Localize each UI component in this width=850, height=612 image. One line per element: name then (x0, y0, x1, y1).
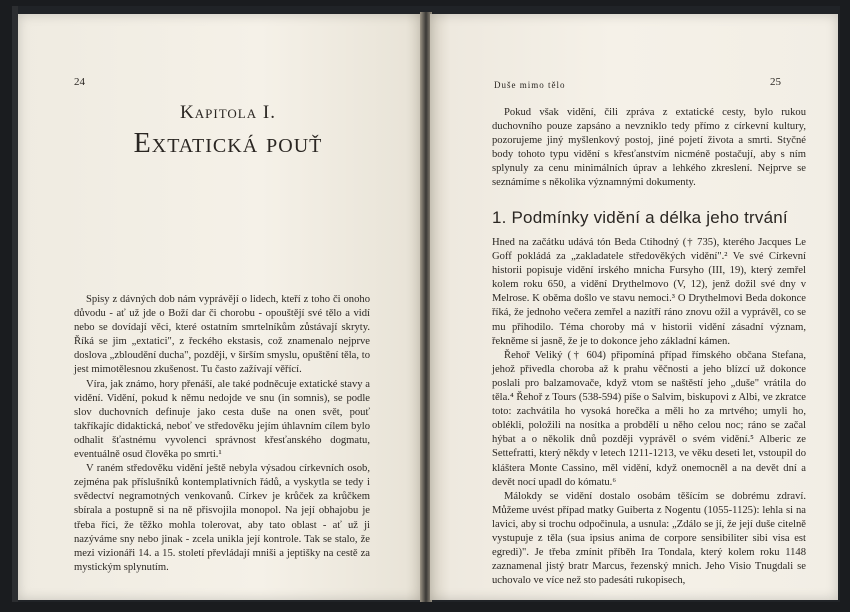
right-body-text (492, 236, 806, 588)
paragraph: Spisy z dávných dob nám vyprávějí o lidech, kteří z toho či onoho důvodu - ať už jde o Boží dar či chorobu - opouštějí své tělo a vidí nebo se dovídají věci, které ostatním smrtelníkům zůstávají skryty. Říká se jim „extatici", z řeckého ekstasis, což znamenalo nejprve doslova „zbloudění ducha", později, v širším smyslu, opuštění těla, to jest mimotělesnou zkušenost. Tu často zažívají věřící. (74, 294, 370, 376)
paragraph: Pokud však vidění, čili zpráva z extatické cesty, bylo rukou duchovního pouze zapsáno a nevzniklo tedy přímo z církevní kultury, pozorujeme jiný myšlenkový postoj, jiné pojetí života a smrti. Styčné body tohoto typu vidění s křesťanstvím nicméně postačují, aby s ním splynuly za cenu minimálních úprav a lehkého zkreslení. Nejprve se seznámíme s několika významnými dokumenty. (492, 107, 806, 189)
left-body-text (74, 293, 370, 575)
intro-text (492, 106, 806, 191)
right-page (430, 14, 838, 600)
right-page-number: 25 (770, 76, 781, 88)
chapter-title: Extatická pouť (133, 128, 323, 159)
paragraph: Víra, jak známo, hory přenáší, ale také podněcuje extatické stavy a vidění. Vidění, pokud k němu nedojde ve snu (in somnis), se podle slov duchovních definuje jako cesta duše na onen svět, pouť takříkajíc didaktická, neboť ve středověku jejím úhlavním cílem bylo odhalit šťastnému vyvolenci správnost křesťanského dogmatu, eventuálně osud člověka po smrti.¹ (74, 378, 370, 461)
book-spread (12, 6, 840, 602)
left-page (18, 14, 422, 600)
paragraph: Málokdy se vidění dostalo osobám těšícím se dobrému zdraví. Můžeme uvést případ matky Guiberta z Nogentu (1055-1125): lehla si na lavici, aby si trochu odpočinula, a usnula: „Zdálo se jí, že její duše citelně vystupuje z těla (sua ipsius anima de corpore sensibiliter sibi visa est egredi)". Je třeba zmínit příběh Ira Tondala, který kolem roku 1148 zaznamenal jistý bratr Marcus, řezenský mnich. Jeho Visio Tnugdali se uchovalo ve více než sto padesáti rukopisech, (492, 490, 806, 587)
paragraph: V raném středověku vidění ještě nebyla výsadou církevních osob, zejména pak příslušníků kontemplativních řádů, a vyskytla se tedy i svědectví negramotných venkovanů. Církev je krůček za krůčkem sbírala a postupně si na ně přisvojila monopol. Na její obhajobu je třeba říci, že těžko mohla tolerovat, aby tato oblast - ať už ji nazýváme sny nebo jinak - zcela unikla její kontrole. Tak se stalo, že mezi vizionáři 14. a 15. století převládají mniši a jeptišky na cestě za mystickým splynutím. (74, 463, 370, 573)
running-head: Duše mimo tělo (494, 80, 566, 90)
left-page-number: 24 (74, 76, 85, 88)
section-heading: 1. Podmínky vidění a délka jeho trvání (492, 208, 788, 227)
paragraph: Hned na začátku udává tón Beda Ctihodný († 735), kterého Jacques Le Goff pokládá za „zakladatele středověkých vidění".² Ve své Církevní historii popisuje vidění irského mnicha Fursyho (III, 19), který zemřel kolem roku 650, a vidění Drythelmovo (V, 12), jenž dožil své dny v Melrose. K oběma došlo ve stavu nemoci.³ O Drythelmovi Beda dokonce říká, že jednoho večera zemřel a nazítří ráno znovu ožil a vyprávěl, co se mu přihodilo. Téma choroby má v historii vidění zásadní význam, řekněme si jasně, že je to dokonce jeho základní kámen. (492, 237, 806, 347)
paragraph: Řehoř Veliký († 604) připomíná případ římského občana Stefana, jehož přivedla choroba až k prahu věčnosti a jeho blízcí už dokonce poslali pro balzamovače, když vtom se naštěstí jeho „duše" vrátila do těla.⁴ Řehoř z Tours (538-594) píše o Salvim, biskupovi z Albi, ve zkratce toto: zachvátila ho vysoká horečka a měli ho za mrtvého; umyli ho, oblékli, položili na nosítka a probdělí u něho celou noc; ráno se začal hýbat a o několik dnů později vyprávěl o svém vidění.⁵ Alberic ze Settefratti, který někdy v letech 1211-1213, ve věku deseti let, vstoupil do kláštera Monte Cassino, měl vidění, když onemocněl a na devět dní a devět nocí upadl do kómatu.⁶ (492, 349, 806, 488)
chapter-label: Kapitola I. (180, 102, 276, 123)
